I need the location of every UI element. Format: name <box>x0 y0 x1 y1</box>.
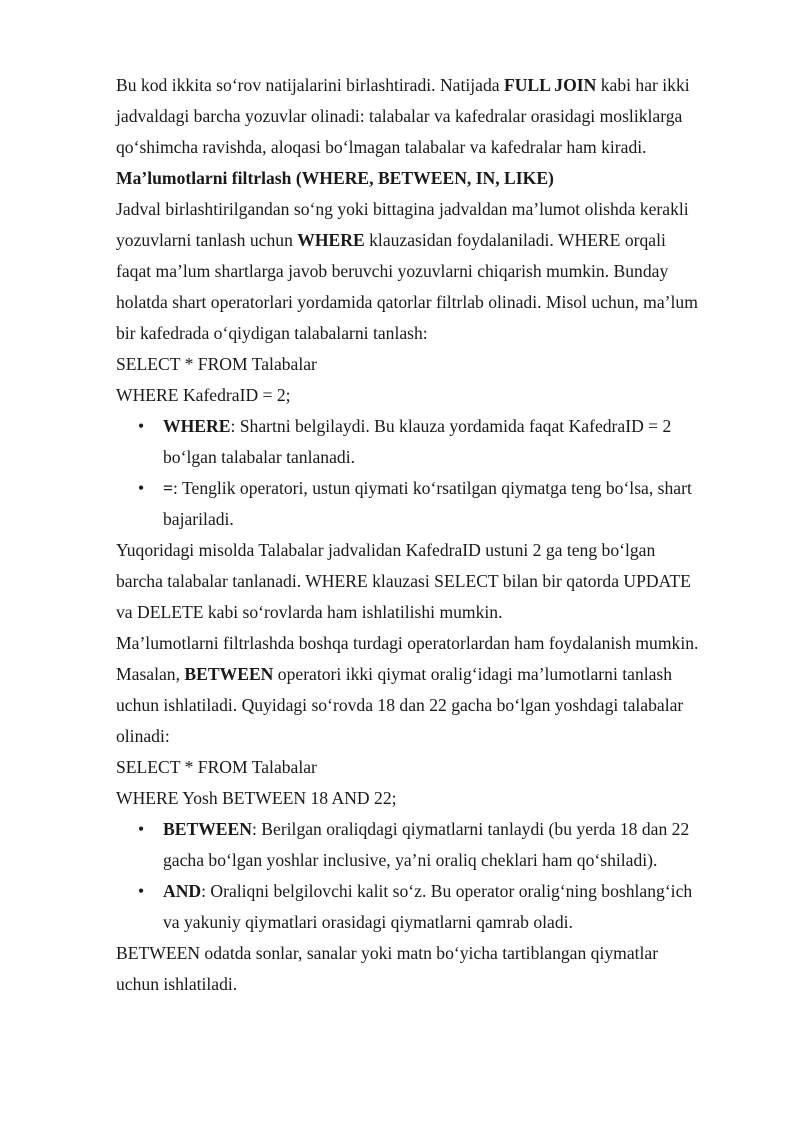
text-run: : Tenglik operatori, ustun qiymati ko‘rsatilgan qiymatga teng bo‘lsa, shart <box>173 478 692 498</box>
paragraph-where-explanation <box>116 535 756 628</box>
text-line: Ma’lumotlarni filtrlashda boshqa turdagi operatorlardan ham foydalanish mumkin. <box>116 633 699 653</box>
text-line: gacha bo‘lgan yoshlar inclusive, ya’ni oraliq cheklari ham qo‘shiladi). <box>163 850 658 870</box>
text-line: qo‘shimcha ravishda, aloqasi bo‘lmagan talabalar va kafedralar ham kiradi. <box>116 137 647 157</box>
text-line <box>116 225 756 256</box>
bullet-list-where <box>116 411 756 535</box>
text-line: faqat ma’lum shartlarga javob beruvchi yozuvlarni chiqarish mumkin. Bunday <box>116 261 669 281</box>
text-line: bo‘lgan talabalar tanlanadi. <box>163 447 355 467</box>
bold-term: WHERE <box>297 230 365 250</box>
text-run: operatori ikki qiymat oralig‘idagi ma’lumotlarni tanlash <box>273 664 673 684</box>
code-example-where <box>116 349 756 411</box>
paragraph-full-join <box>116 70 756 163</box>
bold-term: AND <box>163 881 202 901</box>
text-line <box>163 473 756 504</box>
text-line: holatda shart operatorlari yordamida qatorlar filtrlab olinadi. Misol uchun, ma’lum <box>116 292 698 312</box>
text-run: klauzasidan foydalaniladi. WHERE orqali <box>364 230 666 250</box>
text-line: bajariladi. <box>163 509 234 529</box>
code-line: SELECT * FROM Talabalar <box>116 354 317 374</box>
text-line: Yuqoridagi misolda Talabalar jadvalidan KafedraID ustuni 2 ga teng bo‘lgan <box>116 540 656 560</box>
text-run: : Shartni belgilaydi. Bu klauza yordamida faqat KafedraID = 2 <box>230 416 672 436</box>
text-run: Masalan, <box>116 664 185 684</box>
text-run: Bu kod ikkita so‘rov natijalarini birlashtiradi. Natijada <box>116 75 504 95</box>
bullet-list-between <box>116 814 756 938</box>
text-line <box>163 814 756 845</box>
paragraph-between-usage <box>116 938 756 1000</box>
text-line: uchun ishlatiladi. Quyidagi so‘rovda 18 dan 22 gacha bo‘lgan yoshdagi talabalar <box>116 695 684 715</box>
list-item <box>116 411 756 473</box>
bullet-icon: • <box>138 819 145 839</box>
text-line: uchun ishlatiladi. <box>116 974 238 994</box>
text-line: barcha talabalar tanlanadi. WHERE klauzasi SELECT bilan bir qatorda UPDATE <box>116 571 691 591</box>
bullet-icon: • <box>138 416 145 436</box>
text-line: olinadi: <box>116 726 170 746</box>
text-line: bir kafedrada o‘qiydigan talabalarni tanlash: <box>116 323 428 343</box>
text-line <box>163 411 756 442</box>
text-run: : Berilgan oraliqdagi qiymatlarni tanlaydi (bu yerda 18 dan 22 <box>251 819 690 839</box>
list-item <box>116 814 756 876</box>
code-line: WHERE KafedraID = 2; <box>116 385 291 405</box>
text-run: yozuvlarni tanlash uchun <box>116 230 298 250</box>
text-line: BETWEEN odatda sonlar, sanalar yoki matn bo‘yicha tartiblangan qiymatlar <box>116 943 659 963</box>
code-line: WHERE Yosh BETWEEN 18 AND 22; <box>116 788 397 808</box>
text-line: Jadval birlashtirilgandan so‘ng yoki bittagina jadvaldan ma’lumot olishda kerakli <box>116 199 689 219</box>
text-line <box>116 659 756 690</box>
paragraph-where-intro <box>116 194 756 349</box>
text-line: va yakuniy qiymatlari orasidagi qiymatlarni qamrab oladi. <box>163 912 573 932</box>
text-line: jadvaldagi barcha yozuvlar olinadi: talabalar va kafedralar orasidagi mosliklarga <box>116 106 683 126</box>
bold-term: BETWEEN <box>184 664 274 684</box>
text-line: va DELETE kabi so‘rovlarda ham ishlatilishi mumkin. <box>116 602 503 622</box>
text-line <box>116 70 756 101</box>
text-line <box>163 876 756 907</box>
bullet-icon: • <box>138 478 145 498</box>
code-example-between <box>116 752 756 814</box>
bold-term: FULL JOIN <box>503 75 597 95</box>
text-run: : Oraliqni belgilovchi kalit so‘z. Bu operator oralig‘ning boshlang‘ich <box>201 881 693 901</box>
document-page <box>116 70 756 1000</box>
text-run: kabi har ikki <box>596 75 690 95</box>
list-item <box>116 876 756 938</box>
bold-term: BETWEEN <box>163 819 252 839</box>
paragraph-between-intro <box>116 628 756 752</box>
bullet-icon: • <box>138 881 145 901</box>
bold-term: WHERE <box>163 416 231 436</box>
bold-term: = <box>163 478 174 498</box>
section-heading: Ma’lumotlarni filtrlash (WHERE, BETWEEN, IN, LIKE) <box>116 168 554 188</box>
code-line: SELECT * FROM Talabalar <box>116 757 317 777</box>
list-item <box>116 473 756 535</box>
